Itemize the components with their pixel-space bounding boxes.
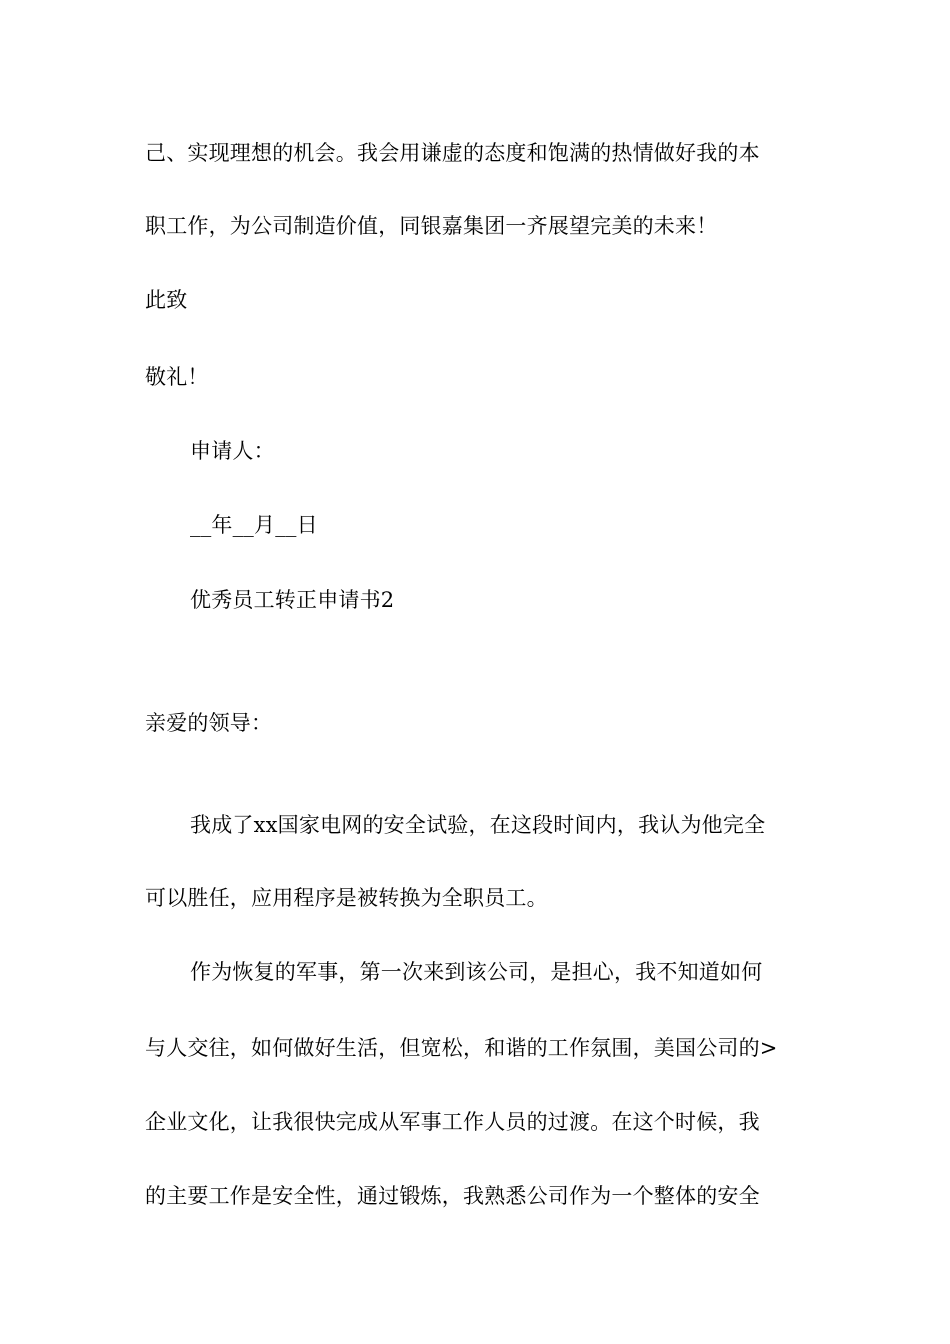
body-text-line: 企业文化，让我很快完成从军事工作人员的过渡。在这个时候，我 bbox=[145, 1110, 760, 1134]
section-title: 优秀员工转正申请书2 bbox=[190, 588, 395, 612]
body-text-line: 与人交往，如何做好生活，但宽松，和谐的工作氛围，美国公司的> bbox=[145, 1036, 778, 1060]
body-text-line: 我成了xx国家电网的安全试验，在这段时间内，我认为他完全 bbox=[190, 813, 766, 837]
date-line: __年__月__日 bbox=[190, 513, 318, 537]
closing-regards: 敬礼！ bbox=[145, 365, 209, 389]
greeting: 亲爱的领导： bbox=[145, 711, 273, 735]
closing-salutation: 此致 bbox=[145, 288, 188, 312]
body-text-line: 可以胜任，应用程序是被转换为全职员工。 bbox=[145, 886, 548, 910]
body-text-line: 职工作，为公司制造价值，同银嘉集团一齐展望完美的未来！ bbox=[145, 214, 718, 238]
applicant-label: 申请人： bbox=[190, 439, 275, 463]
body-text-line: 己、实现理想的机会。我会用谦虚的态度和饱满的热情做好我的本 bbox=[145, 141, 760, 165]
body-text-line: 作为恢复的军事，第一次来到该公司，是担心，我不知道如何 bbox=[190, 960, 763, 984]
body-text-line: 的主要工作是安全性，通过锻炼，我熟悉公司作为一个整体的安全 bbox=[145, 1184, 760, 1208]
